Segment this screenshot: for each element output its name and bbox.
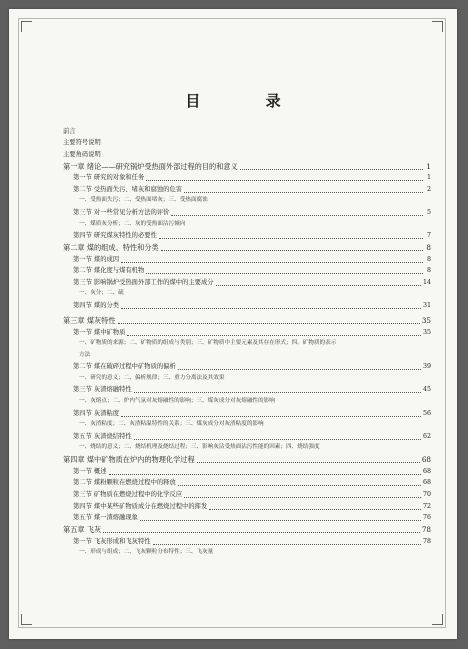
dot-leader [109,474,421,475]
dot-leader [140,520,421,521]
toc-page-number: 2 [426,185,431,193]
dot-leader [127,335,421,336]
toc-subtopic-line [63,419,431,431]
dot-leader [209,509,421,510]
toc-entry-text: 一、灰分；二、硫 [79,290,124,297]
dot-leader [146,180,423,181]
toc-entry-text: 第二节 煤粉颗粒在燃烧过程中的释放 [73,479,176,487]
toc-section-entry [63,230,431,242]
toc-section-entry [63,465,431,477]
page-title: 目 录 [185,92,311,110]
toc-page-number: 8 [426,267,431,275]
toc-section-entry [63,253,431,265]
toc-section-entry [63,407,431,419]
toc-page-number: 70 [422,491,431,499]
dot-leader [178,369,421,370]
dot-leader [240,169,423,170]
toc-entry-text: 第二节 受热面失污、堵灰和腐蚀的危害 [73,185,183,193]
toc-page-number: 45 [422,386,431,394]
toc-page-number: 72 [422,502,431,510]
dot-leader [121,308,421,309]
dot-leader [216,285,421,286]
toc-chapter-entry [63,160,431,172]
crop-mark [432,21,443,32]
toc-page-number: 1 [426,161,431,171]
toc-subtopic-line [63,288,431,300]
toc-entry-text: 第五节 灰渣烧结特性 [73,432,132,440]
toc-page-number: 1 [426,174,431,182]
toc-entry-text: 一、形成与组成；二、飞灰颗粒分布特性；三、飞灰量 [79,549,214,556]
toc-entry-text: 一、受热面失污；二、受热面堵灰；三、受热面腐蚀 [79,197,208,204]
toc-entry-text: 第四章 煤中矿物质在炉内的物理化学过程 [63,455,195,465]
dot-leader [118,323,420,324]
toc-subtopic-line [63,442,431,454]
toc-section-entry [63,361,431,373]
dot-leader [184,192,423,193]
toc-entry-text: 第三节 矿物质在燃烧过程中的化学反应 [73,491,183,499]
dot-leader [134,392,421,393]
toc-section-entry [63,477,431,489]
toc-page-number: 35 [421,315,431,325]
toc-section-entry [63,512,431,524]
toc-page-number: 68 [421,455,431,465]
crop-mark [21,21,32,32]
toc-page-number: 8 [426,255,431,263]
toc-page-number: 39 [422,363,431,371]
toc-section-entry [63,183,431,195]
toc-page-number: 35 [422,328,431,336]
toc-subtopic-line [63,395,431,407]
dot-leader [159,238,423,239]
document-page [9,9,457,639]
toc-entry-text: 第四节 灰渣粘度 [73,409,120,417]
toc-entry-text: 一、灰熔点；二、炉内气氛对灰熔融性的影响；三、煤灰成分对灰熔融性的影响 [79,398,275,405]
toc-page-number: 14 [422,278,431,286]
toc-entry-text: 第三章 煤灰特性 [63,315,116,325]
toc-entry-text: 一、烧结的意义；二、烧结机理及烧结过程；三、影响灰沾受热面沾污性能的因素；四、烧结强度 [79,444,320,451]
toc-section-entry [63,384,431,396]
toc-section-entry [63,326,431,338]
toc-section-entry [63,265,431,277]
toc-page-number: 5 [426,208,431,216]
toc-chapter-entry [63,523,431,535]
toc-entry-text: 第一节 概述 [73,467,107,475]
toc-entry-text: 一、灰渣粘度；二、灰渣粘温特性的关系；三、煤灰成分对灰渣粘度的影响 [79,421,264,428]
toc-section-entry [63,500,431,512]
toc-entry-text: 第四节 研究煤灰特性的必要性 [73,232,157,240]
toc-subtopic-line [63,218,431,230]
toc-page-number: 68 [422,467,431,475]
toc-section-entry [63,299,431,311]
dot-leader [146,273,423,274]
toc-subtopic-line [63,195,431,207]
toc-chapter-entry [63,241,431,253]
toc-page-number: 68 [422,479,431,487]
toc-entry-text: 第三节 灰渣熔融特性 [73,386,132,394]
dot-leader [134,439,421,440]
toc-subtopic-line [63,547,431,559]
dot-leader [171,215,423,216]
dot-leader [121,262,423,263]
toc-section-entry [63,276,431,288]
toc-entry-text: 一、煤质灰分析；二、灰的受热面沾污倾向 [79,220,186,227]
crop-mark [21,614,32,625]
toc-page-number: 62 [422,432,431,440]
toc-section-entry [63,430,431,442]
dot-leader [197,462,420,463]
dot-leader [184,497,421,498]
toc-entry-text: 第四节 煤的分类 [73,301,120,309]
crop-mark [432,614,443,625]
toc-section-entry [63,535,431,547]
dot-leader [121,416,421,417]
toc-entry-text: 第三节 对一些常见分析方法的评价 [73,208,170,216]
toc-entry-text: 第二节 煤化度与煤有机物 [73,267,145,275]
toc-front-matter-entry [63,137,431,149]
toc-subtopic-line [63,349,431,361]
toc-subtopic-line [63,372,431,384]
toc-entry-text: 第一节 飞灰形成和飞灰特性 [73,537,151,545]
toc-page-number: 76 [422,514,431,522]
toc-section-entry [63,172,431,184]
toc-entry-text: 方法 [79,351,91,358]
toc-page-number: 7 [426,232,431,240]
toc-section-entry [63,206,431,218]
toc-entry-text: 第四节 煤中某些矿物质成分在燃烧过程中的挥发 [73,502,208,510]
toc-entry-text: 主要符号说明 [63,139,101,147]
toc-entry-text: 前言 [63,127,76,135]
toc-chapter-entry [63,311,431,326]
toc-entry-text: 一、研究的意义；二、偏析规律；三、重力分离法及其效果 [79,374,225,381]
toc-entry-text: 第五章 飞灰 [63,525,102,534]
toc-entry-text: 第一节 煤的成因 [73,255,120,263]
toc-front-matter-entry [63,125,431,137]
toc-entry-text: 第二节 煤在破碎过程中矿物质的偏析 [73,363,176,371]
toc-front-matter-entry [63,148,431,160]
dot-leader [153,544,421,545]
dot-leader [178,485,421,486]
toc-entry-text: 第一节 研究的对象和任务 [73,174,145,182]
dot-leader [161,250,423,251]
toc-page-number: 78 [422,537,431,545]
toc-entry-text: 第二章 煤的组成、特性和分类 [63,242,159,252]
toc-page-number: 78 [421,525,431,534]
toc-subtopic-line [63,338,431,350]
toc-entry-text: 第五节 煤一渣熔融现象 [73,514,138,522]
toc-page-number: 31 [422,301,431,309]
toc-section-entry [63,488,431,500]
toc-entry-text: 第一章 绪论——研究锅炉受热面外部过程的目的和意义 [63,161,238,171]
toc-entry-text: 一、矿物质的来源；二、矿物质的组成与类别；三、矿物质中主要元素及其存在形式；四、矿物质的表示 [79,340,337,347]
toc-entry-text: 第三节 影响锅炉受热面外部工作的煤中的主要成分 [73,278,214,286]
toc-entry-text: 第一节 煤中矿物质 [73,328,126,336]
table-of-contents [63,125,431,558]
toc-chapter-entry [63,453,431,465]
toc-page-number: 56 [422,409,431,417]
toc-entry-text: 主要角码说明 [63,150,101,158]
dot-leader [103,532,420,533]
toc-page-number: 8 [426,242,431,252]
